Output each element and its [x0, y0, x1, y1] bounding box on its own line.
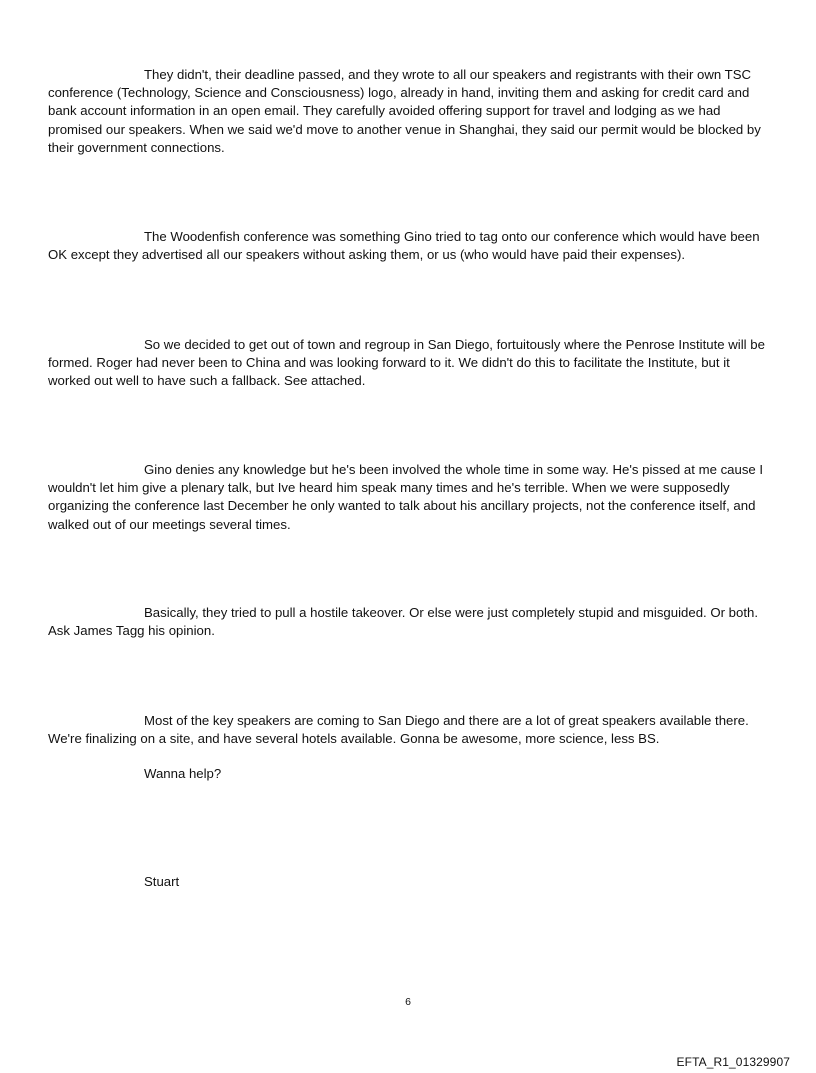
paragraph-hostile-takeover [48, 604, 770, 640]
paragraph-text: Most of the key speakers are coming to San Diego and there are a lot of great speakers available there. We're finalizing on a site, and have several hotels available. Gonna be awesome, more science, less BS. [48, 713, 749, 747]
bates-number: EFTA_R1_01329907 [676, 1055, 790, 1069]
paragraph-woodenfish [48, 228, 770, 264]
paragraph-text: So we decided to get out of town and regroup in San Diego, fortuitously where the Penrose Institute will be formed. Roger had never been to China and was looking forward to it. We didn't do this to facilitate the Institute, but it worked out well to have such a fallback. See attached. [48, 337, 765, 389]
paragraph-gino [48, 461, 770, 534]
paragraph-text: Gino denies any knowledge but he's been involved the whole time in some way. He's pissed at me cause I wouldn't let him give a plenary talk, but Ive heard him speak many times and he's terrible. When we were supposedly organizing the conference last December he only wanted to talk about his ancillary projects, not the conference itself, and walked out of our meetings several times. [48, 462, 764, 532]
paragraph-san-diego [48, 336, 770, 391]
paragraph-key-speakers [48, 712, 770, 748]
paragraph-text: Basically, they tried to pull a hostile takeover. Or else were just completely stupid and misguided. Or both. Ask James Tagg his opinion. [48, 605, 759, 639]
closing-question: Wanna help? [144, 766, 222, 781]
page-number: 6 [405, 996, 411, 1008]
paragraph-text: The Woodenfish conference was something Gino tried to tag onto our conference which would have been OK except they advertised all our speakers without asking them, or us (who would have paid their expenses). [48, 229, 760, 263]
paragraph-text: They didn't, their deadline passed, and they wrote to all our speakers and registrants with their own TSC conference (Technology, Science and Consciousness) logo, already in hand, inviting them and asking for credit card and bank account information in an open email. They carefully avoided offering support for travel and lodging as we had promised our speakers. When we said we'd move to another venue in Shanghai, they said our permit would be blocked by their government connections. [48, 67, 761, 155]
paragraph-tsc-conference [48, 66, 770, 157]
signature: Stuart [144, 874, 180, 889]
